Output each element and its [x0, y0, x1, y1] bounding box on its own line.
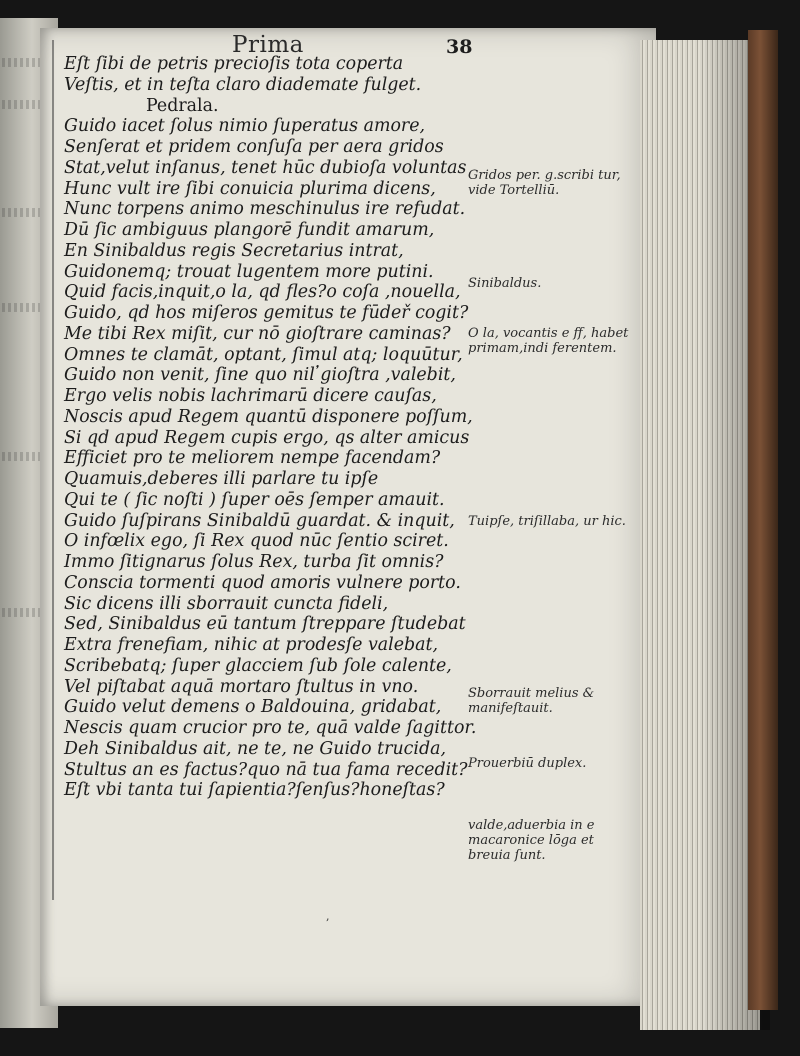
verse-line: Nunc torpens animo meschinulus ire refudat.: [64, 199, 466, 220]
verse-line: Dū ſic ambiguus plangorē fundit amarum,: [64, 220, 435, 240]
verse-line: Quamuis,deberes illi parlare tu ipſe: [64, 469, 379, 489]
verse-line: En Sinibaldus regis Secretarius intrat,: [64, 240, 404, 261]
verse-line: Extra frenefiam, nihic at prodesſe valebat,: [64, 635, 439, 655]
running-head: Prima: [232, 32, 304, 58]
margin-note-sborrauit: Sborrauit melius & manifeſtauit.: [468, 686, 595, 716]
verse-line: Nescis quam crucior pro te, quā valde ſagittor.: [64, 718, 477, 738]
verse-line: Guido ſuſpirans Sinibaldū guardat. & inquit,: [64, 510, 455, 531]
gutter-rule: [52, 40, 54, 900]
margin-note-valde: valde,aduerbia in e macaronice lōga et breuia ſunt.: [468, 818, 595, 863]
verse-line: Quid facis,inquit,o la, qd fles?o coſa ,nouella,: [64, 282, 461, 303]
margin-note-tuipse: Tuipſe, triſillaba, ur hic.: [468, 514, 626, 529]
verse-line: Guidonemq; trouat lugentem more putini.: [64, 261, 434, 282]
verse-line: Qui te ( ſic noſti ) ſuper oēs ſemper amauit.: [64, 489, 445, 510]
margin-note-gridos: Gridos per. g.scribi tur, vide Tortelliū.: [468, 168, 621, 198]
verse-line: Vel piſtabat aquā mortaro ſtultus in vno.: [64, 676, 419, 697]
margin-note-prouerbium: Prouerbiū duplex.: [468, 756, 587, 771]
verse-line: Guido non venit, ſine quo nil ̓gioſtra ,valebit,: [64, 365, 456, 386]
verse-line: Me tibi Rex miſit, cur nō gioſtrare caminas?: [64, 323, 451, 344]
verse-line: Immo ſitignarus ſolus Rex, turba ſit omnis?: [64, 552, 444, 572]
verse-line: Scribebatq; ſuper glacciem ſub ſole calente,: [64, 655, 452, 676]
verse-block: [64, 54, 484, 801]
catchmark: ,: [326, 910, 330, 923]
speaker-heading: Pedrala.: [146, 95, 219, 116]
verse-line: O infœlix ego, ſi Rex quod nūc ſentio sciret.: [64, 531, 449, 552]
verse-line: Guido velut demens o Baldouina, gridabat,: [64, 697, 442, 718]
verse-line: Si qd apud Regem cupis ergo, qs alter amicus: [64, 427, 470, 448]
verse-line: Senſerat et pridem conſuſa per aera gridos: [64, 137, 444, 157]
verse-line: Noscis apud Regem quantū disponere poſſum,: [64, 406, 473, 427]
margin-note-o-la: O la, vocantis e ff, habet primam,indi ferentem.: [468, 326, 629, 356]
verse-line: Eſt ſibi de petris precioſis tota coperta: [64, 54, 404, 74]
folio-number: 38: [446, 36, 473, 58]
verse-line: Ergo velis nobis lachrimarū dicere cauſas,: [64, 386, 437, 406]
verse-line: Sic dicens illi sborrauit cuncta fideli,: [64, 593, 389, 614]
verse-line: Hunc vult ire ſibi conuicia plurima dicens,: [64, 178, 436, 199]
verse-line: Eſt vbi tanta tui ſapientia?ſenſus?honeſtas?: [64, 780, 445, 801]
verse-line: Stat,velut inſanus, tenet hūc dubioſa voluntas: [64, 157, 467, 178]
verse-line: Omnes te clamāt, optant, ſimul atq; loquūtur,: [64, 344, 463, 365]
verse-line: Veſtis, et in teſta claro diademate fulget.: [64, 74, 422, 95]
verse-line: Deh Sinibaldus ait, ne te, ne Guido trucida,: [64, 738, 447, 759]
book-binding: [748, 30, 778, 1010]
verse-line: Guido, qd hos miſeros gemitus te fūdeř cogit?: [64, 303, 469, 323]
margin-note-sinibaldus: Sinibaldus.: [468, 276, 542, 291]
verse-line: Stultus an es factus?quo nā tua fama recedit?: [64, 759, 468, 780]
verse-line: Sed, Sinibaldus eū tantum ſtreppare ſtudebat: [64, 614, 466, 635]
verse-line: Guido iacet ſolus nimio ſuperatus amore,: [64, 116, 426, 137]
verse-line: Efficiet pro te meliorem nempe facendam?: [64, 448, 441, 469]
verse-line: Conscia tormenti quod amoris vulnere porto.: [64, 572, 461, 593]
